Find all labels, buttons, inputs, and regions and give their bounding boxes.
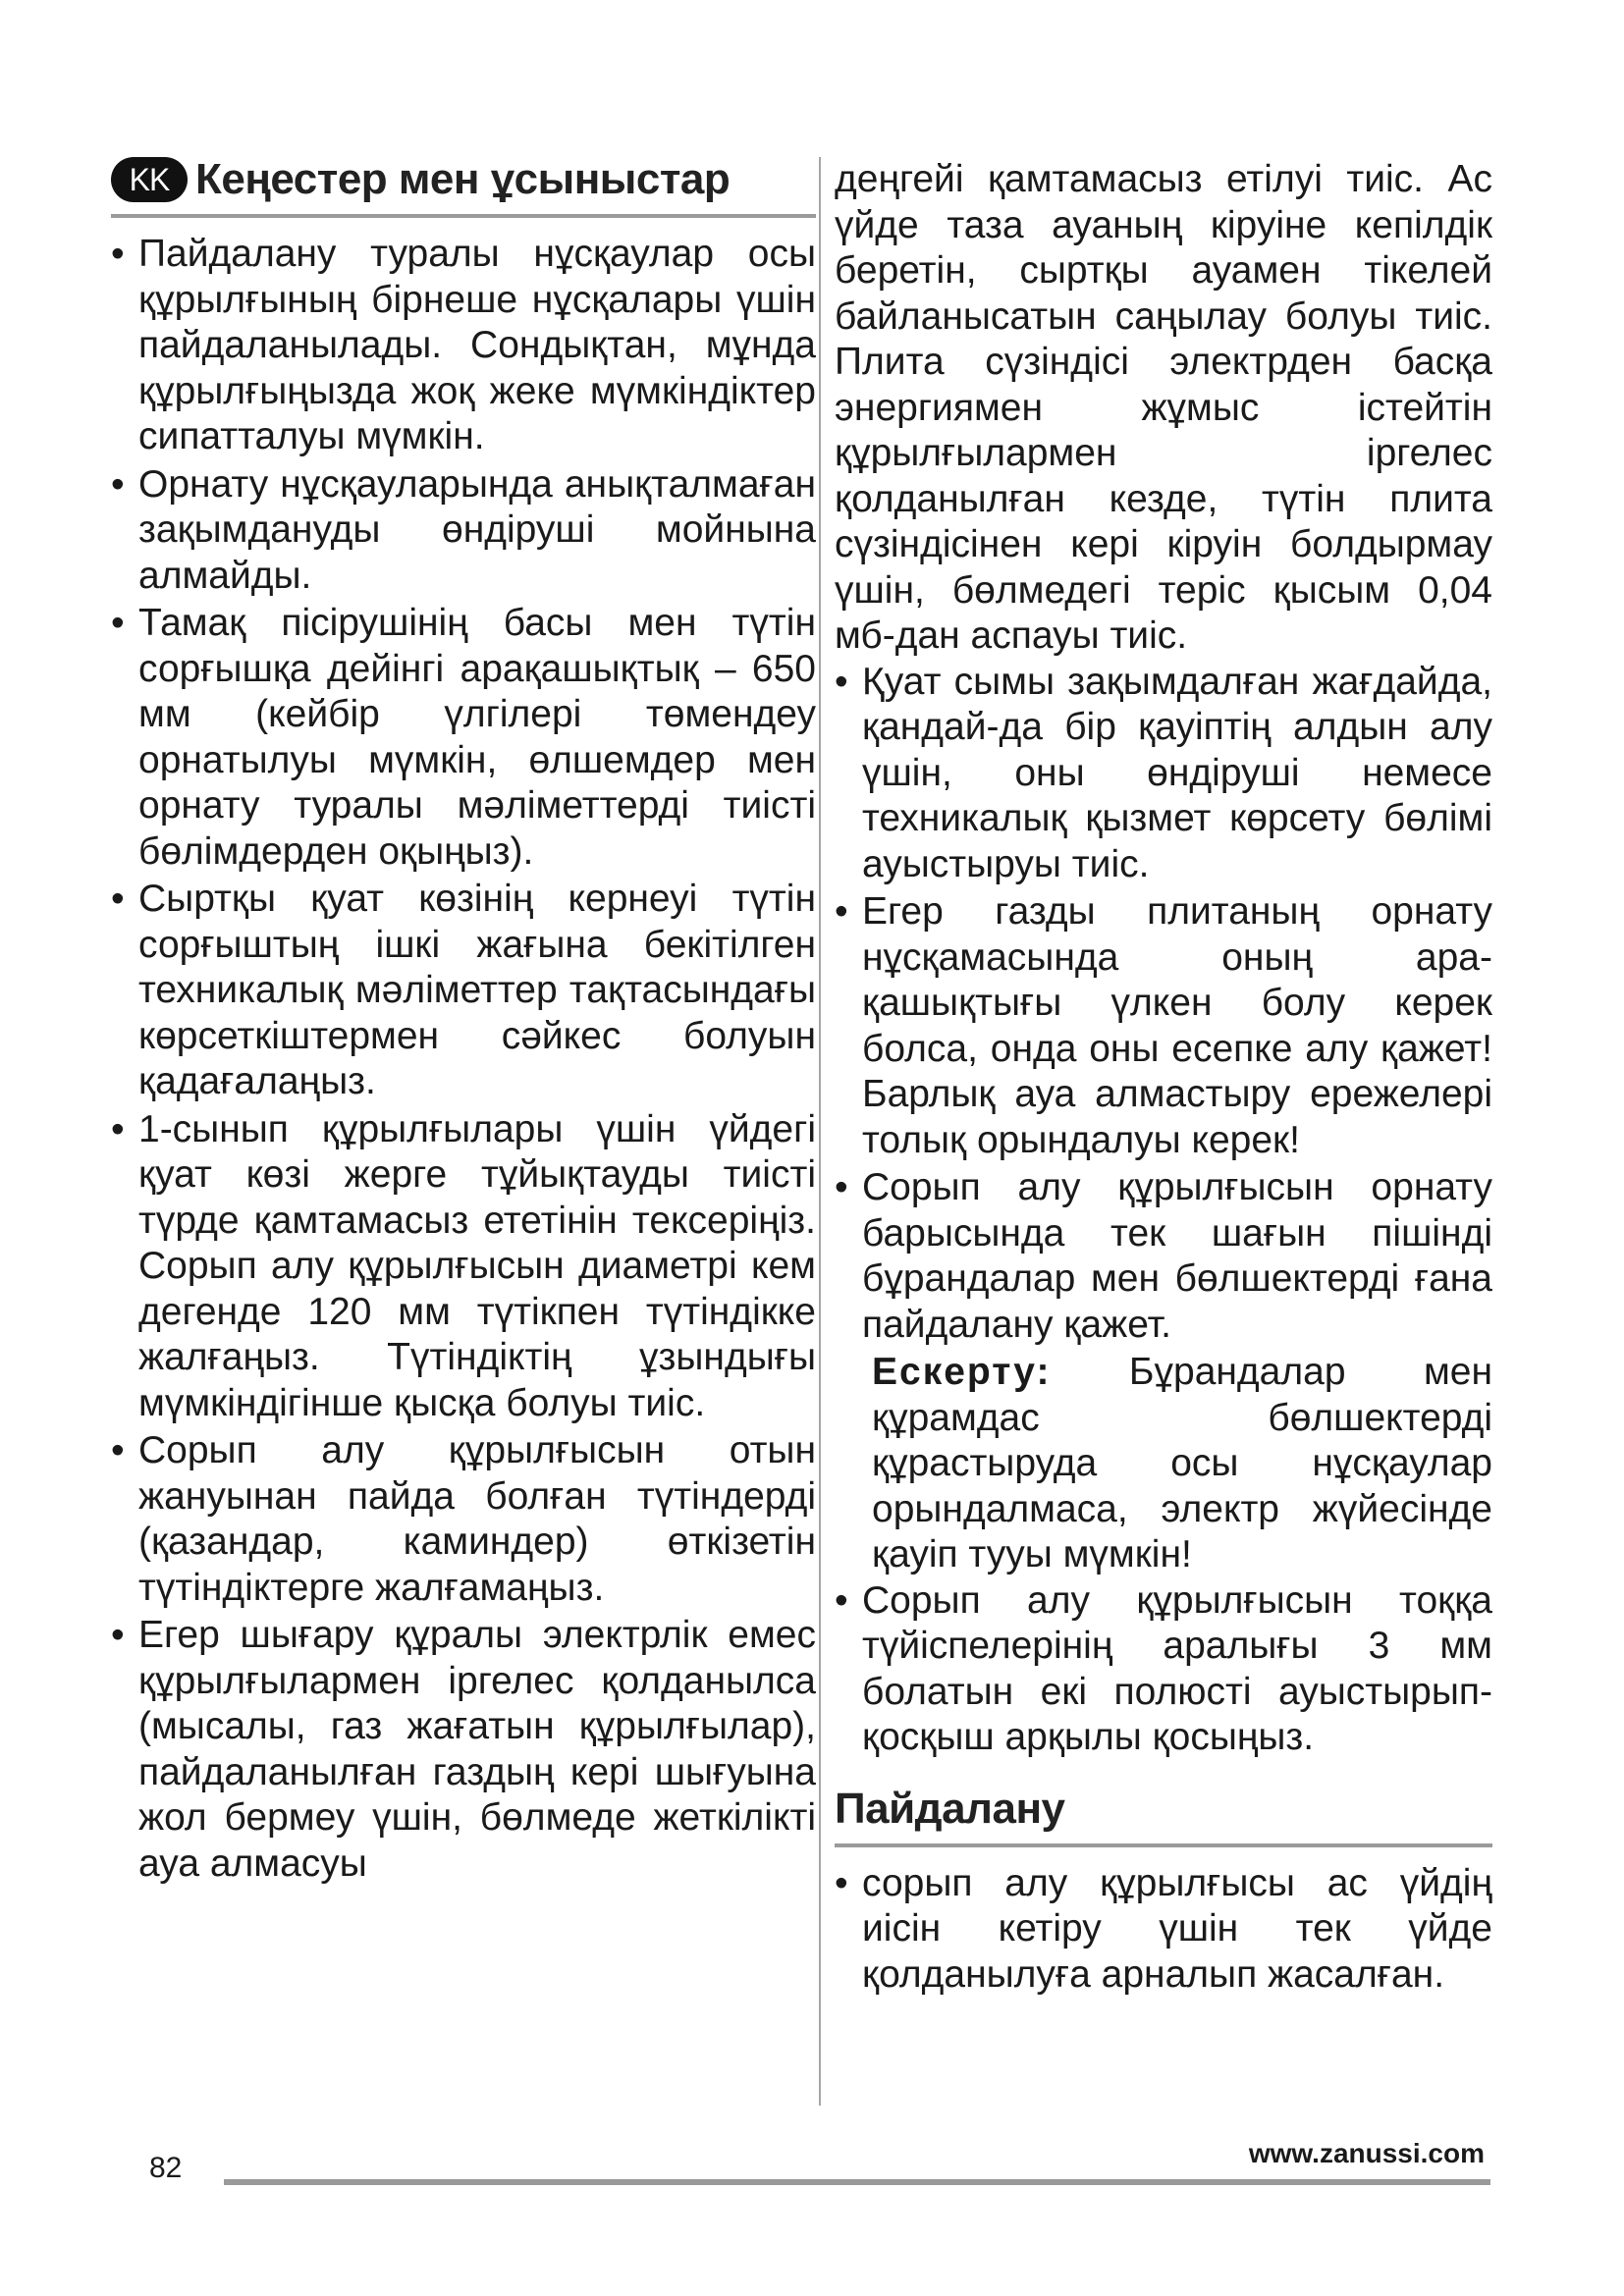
- section-header: [111, 155, 816, 204]
- left-column: [111, 155, 816, 1889]
- column-divider: [819, 157, 821, 2106]
- language-badge: KK: [111, 157, 188, 202]
- page-number: 82: [149, 2152, 183, 2184]
- list-item: • 1-сынып құрылғылары үшін үйдегі қуат көзі жерге тұйықтауды тиісті түрде қамтамасыз ететінін тексеріңіз. Сорып алу құрылғысын диаметрі кем дегенде 120 мм түтікпен түтіндікке жалғаңыз. Түтіндіктің ұзындығы мүмкіндігінше қысқа болуы тиіс.: [111, 1107, 816, 1427]
- list-item: • Орнату нұсқауларында анықталмаған зақымдануды өндіруші мойнына алмайды.: [111, 462, 816, 600]
- warning-text: Бұрандалар мен құрамдас бөлшектерді құрастыруда осы нұсқаулар орындалмаса, электр жүйесінде қауіп тууы мүмкін!: [872, 1351, 1492, 1575]
- continued-paragraph: деңгейі қамтамасыз етілуі тиіс. Ас үйде таза ауаның кіруіне кепілдік беретін, сыртқы ауамен тікелей байланысатын саңылау болуы тиіс. Плита сүзіндісі электрден басқа энергиямен жұмыс істейтін құрылғылармен іргелес қолданылған кезде, түтін плита сүзіндісінен кері кіруін болдырмау үшін, бөлмедегі теріс қысым 0,04 мб-дан аспауы тиіс.: [835, 158, 1492, 657]
- section-title: Кеңестер мен ұсыныстар: [195, 155, 731, 203]
- section-header-usage: [835, 1785, 1492, 1834]
- list-item: • Сорып алу құрылғысын орнату барысында тек шағын пішінді бұрандалар мен бөлшектерді ғана пайдалану қажет.: [835, 1165, 1492, 1348]
- list-item: • Пайдалану туралы нұсқаулар осы құрылғының бірнеше нұсқалары үшін пайдаланылады. Сондықтан, мұнда құрылғыңызда жоқ жеке мүмкіндіктер сипатталуы мүмкін.: [111, 232, 816, 460]
- warning-note: [835, 1350, 1492, 1578]
- tips-list-continued: [835, 660, 1492, 1349]
- tips-list-last: [835, 1578, 1492, 1761]
- usage-title: Пайдалану: [835, 1784, 1065, 1833]
- list-item: • сорып алу құрылғысы ас үйдің иісін кетіру үшін тек үйде қолданылуға арналып жасалған.: [835, 1861, 1492, 1999]
- website-link[interactable]: www.zanussi.com: [1248, 2138, 1485, 2168]
- tips-list: [111, 232, 816, 1887]
- warning-label: Ескерту:: [872, 1351, 1052, 1393]
- list-item: • Сорып алу құрылғысын тоққа түйіспелерінің аралығы 3 мм болатын екі полюсті ауыстырып-қосқыш арқылы қосыңыз.: [835, 1578, 1492, 1761]
- right-column: [835, 157, 1492, 2000]
- usage-title-rule: [835, 1843, 1492, 1847]
- list-item: • Сорып алу құрылғысын отын жануынан пайда болған түтіндерді (қазандар, каминдер) өткізетін түтіндіктерге жалғамаңыз.: [111, 1428, 816, 1611]
- list-item: • Қуат сымы зақымдалған жағдайда, қандай-да бір қауіптің алдын алу үшін, оны өндіруші немесе техникалық қызмет көрсету бөлімі ауыстыруы тиіс.: [835, 660, 1492, 888]
- footer-rule: [224, 2179, 1490, 2185]
- list-item: • Тамақ пісірушінің басы мен түтін сорғышқа дейінгі арақашықтық – 650 мм (кейбір үлгілері төмендеу орнатылуы мүмкін, өлшемдер мен орнату туралы мәліметтерді тиісті бөлімдерден оқыңыз).: [111, 601, 816, 875]
- list-item: • Егер шығару құралы электрлік емес құрылғылармен іргелес қолданылса (мысалы, газ жағатын құрылғылар), пайдаланылған газдың кері шығуына жол бермеу үшін, бөлмеде жеткілікті ауа алмасуы: [111, 1613, 816, 1887]
- list-item: • Егер газды плитаның орнату нұсқамасында оның ара-қашықтығы үлкен болу керек болса, онда оны есепке алу қажет! Барлық ауа алмастыру ережелері толық орындалуы керек!: [835, 889, 1492, 1163]
- title-rule: [111, 214, 816, 218]
- usage-list: [835, 1861, 1492, 1999]
- list-item: • Сыртқы қуат көзінің кернеуі түтін сорғыштың ішкі жағына бекітілген техникалық мәліметтер тақтасындағы көрсеткіштермен сәйкес болуын қадағалаңыз.: [111, 877, 816, 1105]
